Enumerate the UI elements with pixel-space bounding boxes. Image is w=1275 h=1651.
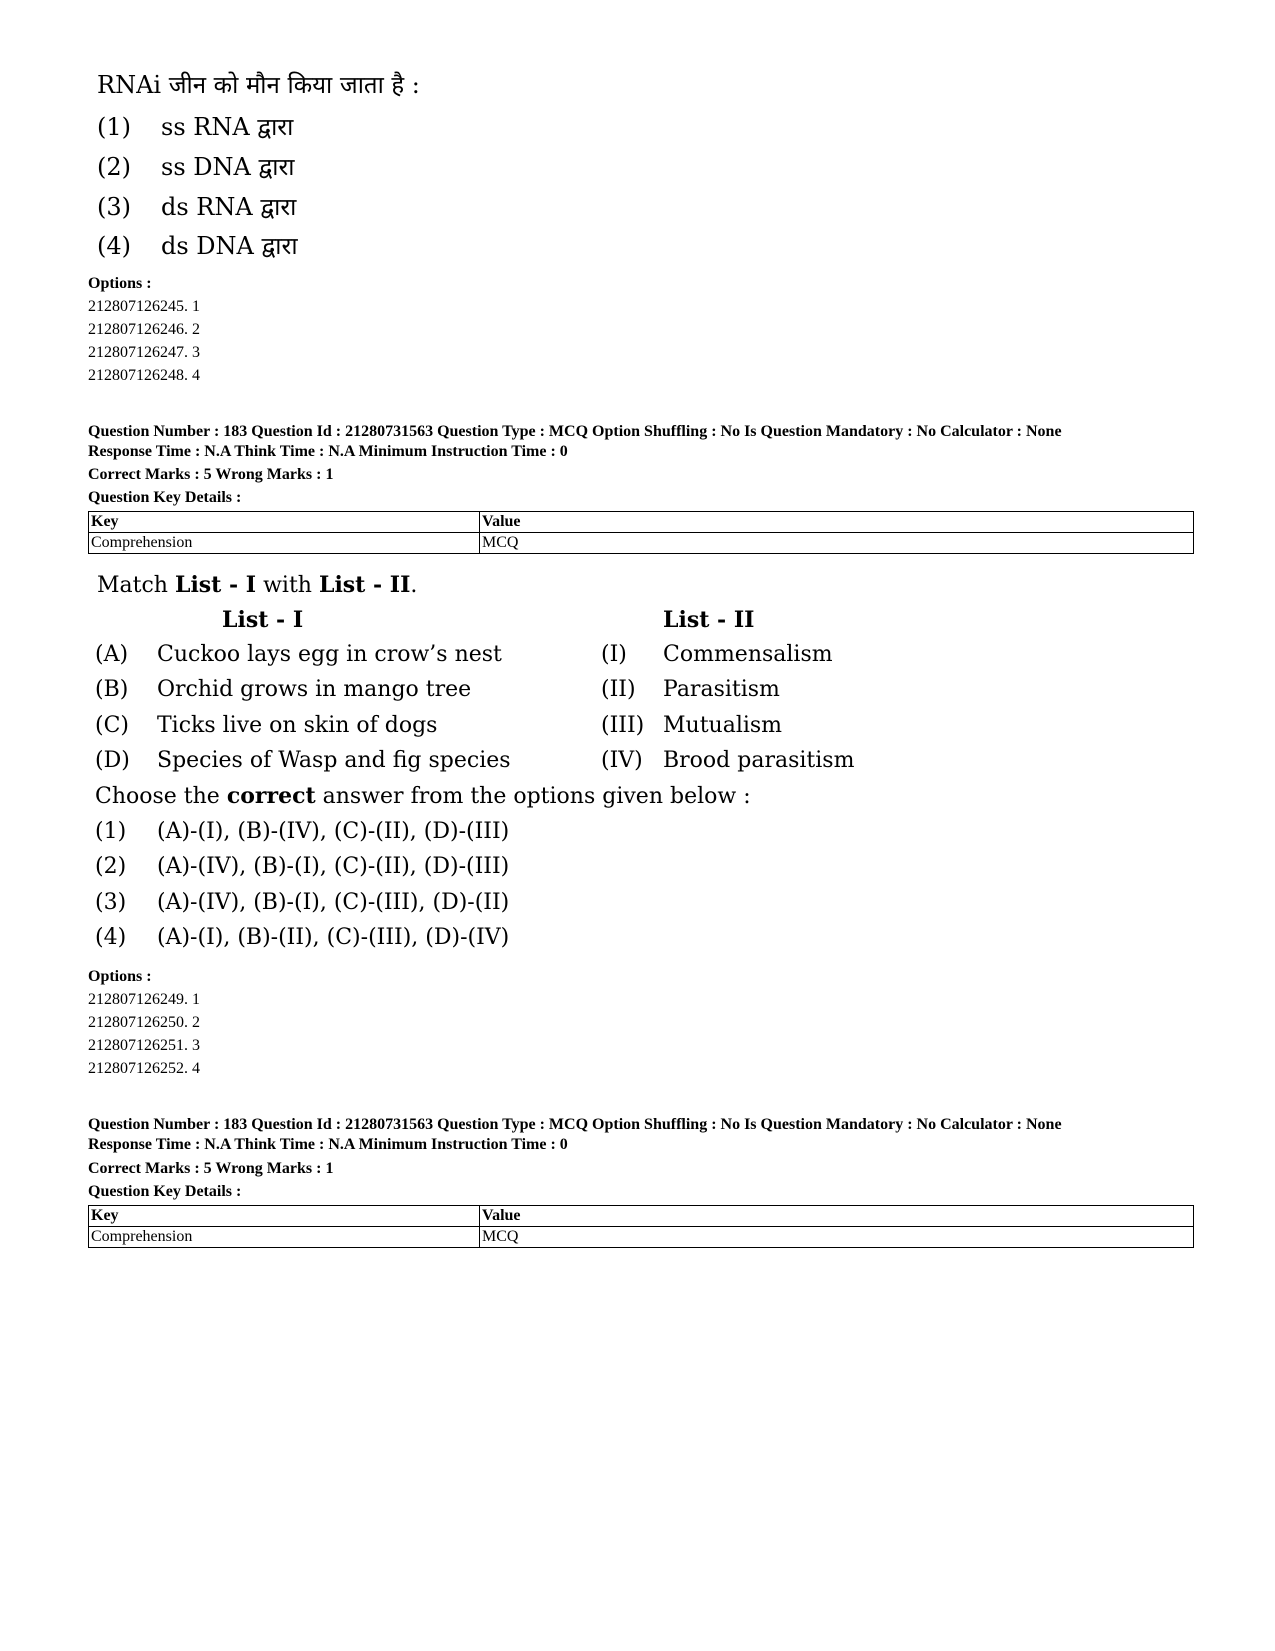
table-header-value: Value (480, 1206, 1194, 1227)
key-value-table (88, 1205, 1194, 1248)
list-1-letter: (D) (95, 748, 130, 773)
table-header-row (89, 512, 1194, 533)
option-id: 212807126251. 3 (88, 1037, 200, 1054)
list-2-numeral: (III) (601, 713, 645, 738)
list-1-heading: List - I (222, 607, 304, 633)
question-1-stem: RNAi जीन को मौन किया जाता है : (97, 71, 420, 99)
list-2-numeral: (IV) (601, 748, 643, 773)
table-row (89, 1227, 1194, 1248)
list-1-letter: (C) (95, 713, 129, 738)
option-id: 212807126247. 3 (88, 344, 200, 361)
answer-option-text: (A)-(I), (B)-(II), (C)-(III), (D)-(IV) (157, 925, 510, 950)
option-text: ds RNA द्वारा (161, 193, 297, 221)
options-label: Options : (88, 968, 152, 985)
option-text: ds DNA द्वारा (161, 232, 298, 260)
option-text: ss DNA द्वारा (161, 153, 295, 181)
list-1-item: Orchid grows in mango tree (157, 677, 472, 702)
choose-instruction: Choose the correct answer from the options given below : (95, 783, 751, 809)
option-number: (1) (97, 113, 131, 141)
option-text: ss RNA द्वारा (161, 113, 294, 141)
option-id: 212807126252. 4 (88, 1060, 200, 1077)
question-1-option (97, 190, 296, 223)
list-2-heading: List - II (663, 607, 755, 633)
answer-option-number: (2) (95, 854, 127, 879)
option-id: 212807126248. 4 (88, 367, 200, 384)
question-key-details-label: Question Key Details : (88, 489, 242, 506)
table-header-row (89, 1206, 1194, 1227)
list-1-item: Ticks live on skin of dogs (157, 713, 438, 738)
table-header-value: Value (480, 512, 1194, 533)
table-row (89, 533, 1194, 554)
list-2-item: Commensalism (663, 642, 833, 667)
list-1-letter: (A) (95, 642, 129, 667)
answer-option-text: (A)-(IV), (B)-(I), (C)-(II), (D)-(III) (157, 854, 510, 879)
table-header-key: Key (89, 512, 480, 533)
list-2-numeral: (I) (601, 642, 627, 667)
question-marks: Correct Marks : 5 Wrong Marks : 1 (88, 1160, 334, 1177)
list-2-item: Mutualism (663, 713, 783, 738)
answer-option-text: (A)-(IV), (B)-(I), (C)-(III), (D)-(II) (157, 890, 510, 915)
question-1-option (97, 150, 295, 183)
table-cell-key: Comprehension (89, 533, 480, 554)
answer-option-text: (A)-(I), (B)-(IV), (C)-(II), (D)-(III) (157, 819, 510, 844)
option-id: 212807126245. 1 (88, 298, 200, 315)
list-2-item: Brood parasitism (663, 748, 855, 773)
question-1-option (97, 110, 293, 143)
option-id: 212807126250. 2 (88, 1014, 200, 1031)
option-number: (4) (97, 232, 131, 260)
question-key-details-label: Question Key Details : (88, 1183, 242, 1200)
answer-option-number: (1) (95, 819, 127, 844)
table-cell-value: MCQ (480, 1227, 1194, 1248)
question-meta-timing: Response Time : N.A Think Time : N.A Minimum Instruction Time : 0 (88, 1136, 568, 1153)
list-2-item: Parasitism (663, 677, 780, 702)
key-value-table (88, 511, 1194, 554)
question-2-title: Match List - I with List - II. (97, 572, 418, 598)
table-cell-value: MCQ (480, 533, 1194, 554)
answer-option-number: (4) (95, 925, 127, 950)
options-label: Options : (88, 275, 152, 292)
answer-option-number: (3) (95, 890, 127, 915)
option-id: 212807126249. 1 (88, 991, 200, 1008)
question-meta-line: Question Number : 183 Question Id : 21280731563 Question Type : MCQ Option Shuffling : No Is Question Mandatory : No Calculator : None (88, 423, 1062, 440)
option-id: 212807126246. 2 (88, 321, 200, 338)
list-1-letter: (B) (95, 677, 129, 702)
question-1-option (97, 229, 298, 262)
question-meta-line: Question Number : 183 Question Id : 21280731563 Question Type : MCQ Option Shuffling : No Is Question Mandatory : No Calculator : None (88, 1116, 1062, 1133)
list-1-item: Species of Wasp and fig species (157, 748, 511, 773)
table-header-key: Key (89, 1206, 480, 1227)
question-meta-timing: Response Time : N.A Think Time : N.A Minimum Instruction Time : 0 (88, 443, 568, 460)
table-cell-key: Comprehension (89, 1227, 480, 1248)
option-number: (2) (97, 153, 131, 181)
list-2-numeral: (II) (601, 677, 636, 702)
list-1-item: Cuckoo lays egg in crow’s nest (157, 642, 502, 667)
option-number: (3) (97, 193, 131, 221)
question-marks: Correct Marks : 5 Wrong Marks : 1 (88, 466, 334, 483)
